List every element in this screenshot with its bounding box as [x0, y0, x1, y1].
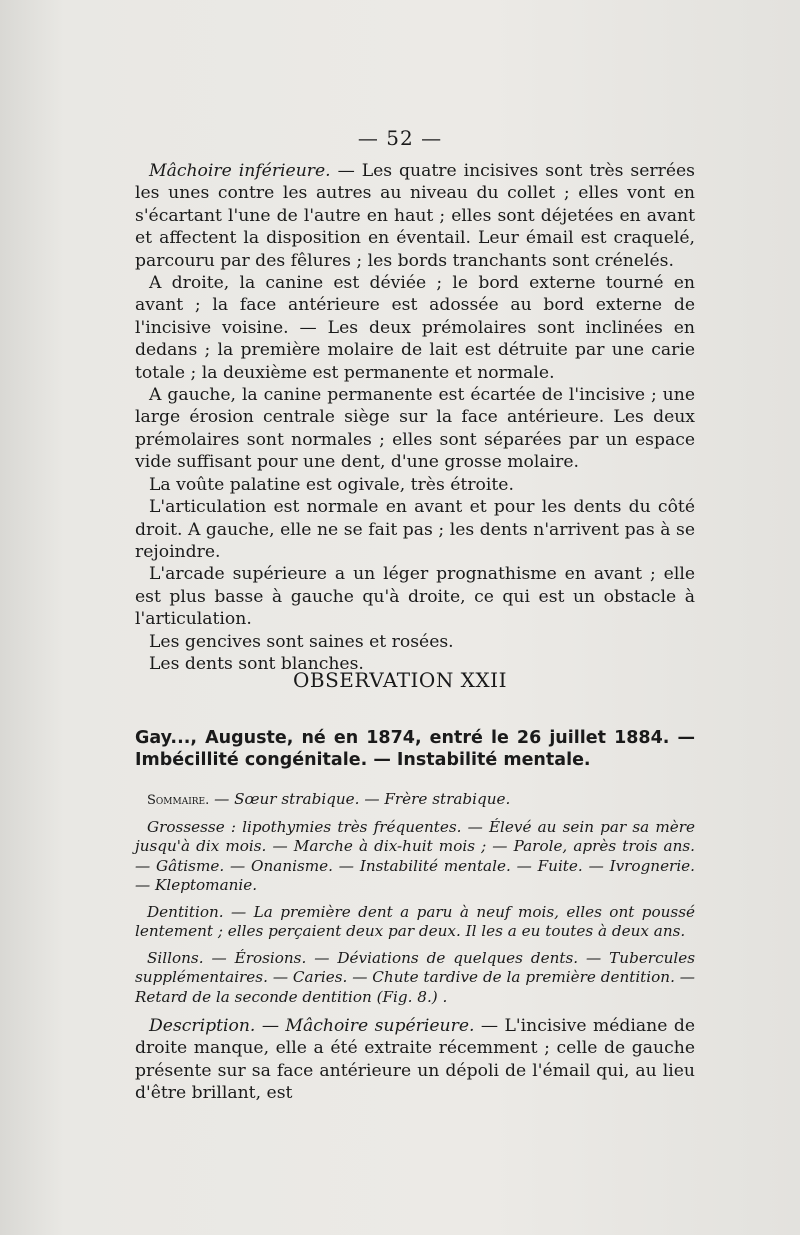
paragraph: L'arcade supérieure a un léger prognathisme en avant ; elle est plus basse à gauche qu'à droite, ce qui est un obstacle à l'articulation. [135, 564, 695, 630]
paragraph: L'articulation est normale en avant et pour les dents du côté droit. A gauche, elle ne se fait pas ; les dents n'arrivent pas à se rejoindre. [135, 497, 695, 562]
paragraph: Les gencives sont saines et rosées. [149, 631, 454, 652]
text-block-top [135, 160, 695, 675]
paragraph-text: — Les quatre incisives sont très serrées les unes contre les autres au niveau du collet ; elles vont en s'écartant l'une de l'autre en haut ; elles sont déjetées en avant et affectent la disposition en éventail. Leur émail est craquelé, parcouru par des fêlures ; les bords tranchants sont crénelés. [135, 161, 695, 271]
paragraph-lead: Mâchoire inférieure. [149, 161, 331, 181]
paragraph: A droite, la canine est déviée ; le bord externe tourné en avant ; la face antérieure est adossée au bord externe de l'incisive voisine. — Les deux prémolaires sont inclinées en dedans ; la première molaire de lait est détruite par une carie totale ; la deuxième est permanente et normale. [135, 273, 695, 383]
observation-title: OBSERVATION XXII [293, 668, 507, 692]
summary-block [135, 790, 695, 1014]
summary-paragraph: Dentition. — La première dent a paru à neuf mois, elles ont poussé lentement ; elles perçaient deux par deux. Il les a eu toutes à deux ans. [135, 902, 695, 940]
description-lead: Description. — Mâchoire supérieure. [149, 1016, 475, 1036]
summary-line [135, 790, 695, 811]
description-text: — L'incisive médiane de droite manque, elle a été extraite récemment ; celle de gauche présente sur sa face antérieure un dépoli de l'émail qui, au lieu d'être brillant, est [135, 1016, 695, 1104]
description-block [135, 1015, 695, 1105]
paragraph [135, 160, 695, 272]
summary-paragraph: Grossesse : lipothymies très fréquentes. — Élevé au sein par sa mère jusqu'à dix mois. — Marche à dix-huit mois ; — Parole, après trois ans. — Gâtisme. — Onanisme. — Instabilité mentale. — Fuite. — Ivrognerie. — Kleptomanie. [135, 817, 695, 894]
paragraph: Les dents sont blanches. [149, 653, 364, 674]
paragraph: La voûte palatine est ogivale, très étroite. [149, 474, 514, 495]
summary-text: — Sœur strabique. — Frère strabique. [209, 790, 511, 808]
summary-paragraph: Sillons. — Érosions. — Déviations de quelques dents. — Tubercules supplémentaires. — Caries. — Chute tardive de la première dentition. — Retard de la seconde dentition (Fig. 8.) . [135, 948, 695, 1006]
case-heading [135, 727, 695, 771]
paragraph: A gauche, la canine permanente est écartée de l'incisive ; une large érosion centrale siège sur la face antérieure. Les deux prémolaires sont normales ; elles sont séparées par un espace vide suffisant pour une dent, d'une grosse molaire. [135, 385, 695, 473]
case-heading-text: Gay..., Auguste, né en 1874, entré le 26 juillet 1884. — Imbécillité congénitale. — Instabilité mentale. [135, 728, 695, 770]
summary-label: Sommaire. [147, 793, 210, 808]
description-paragraph [135, 1015, 695, 1105]
page-number: — 52 — [357, 126, 443, 150]
